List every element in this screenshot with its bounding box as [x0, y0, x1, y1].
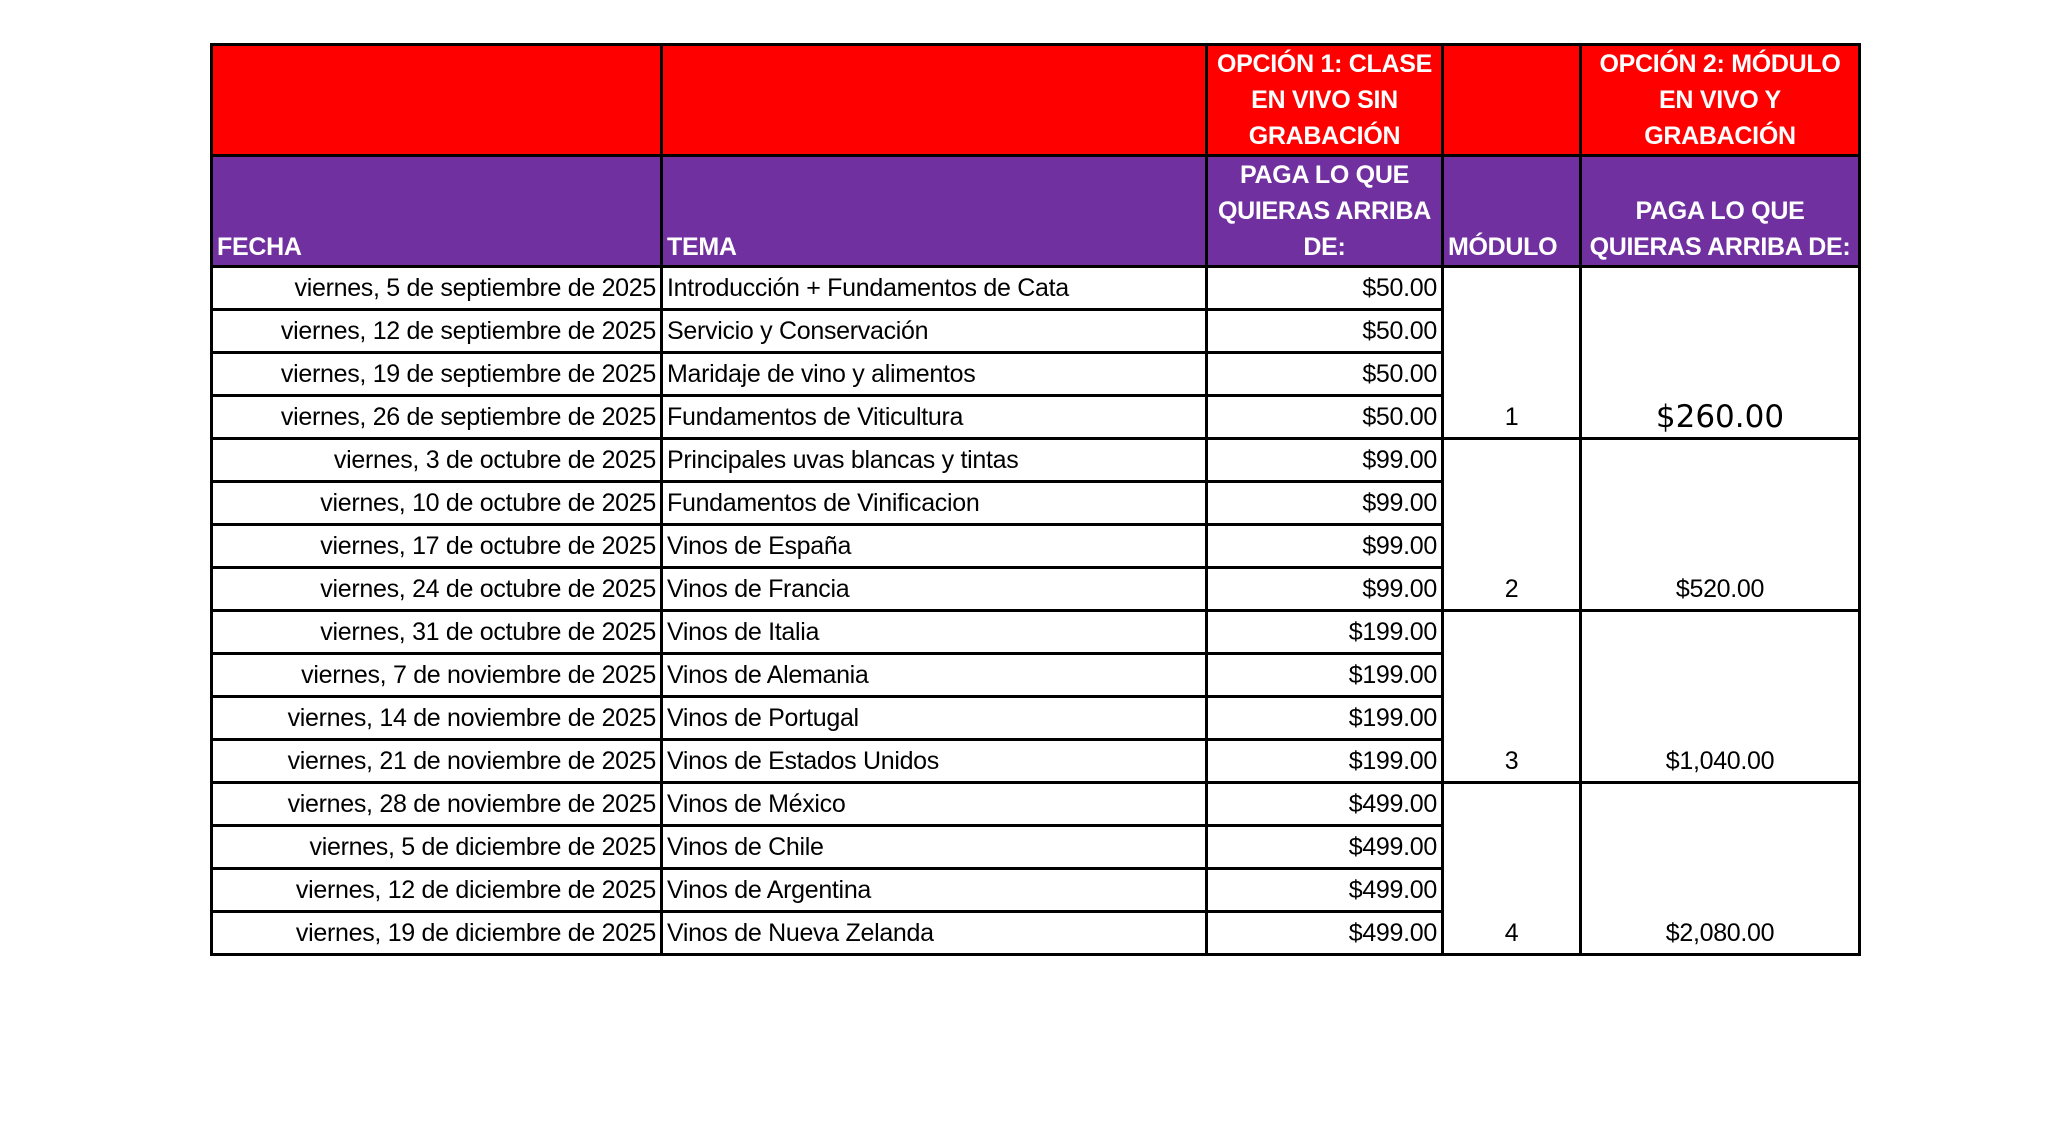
table-row: [212, 439, 1860, 482]
cell-precio-clase: $499.00: [1207, 869, 1443, 912]
cell-tema: Fundamentos de Vinificacion: [662, 482, 1207, 525]
header-row-options: [212, 45, 1860, 156]
cell-fecha: viernes, 5 de diciembre de 2025: [212, 826, 662, 869]
cell-precio-clase: $199.00: [1207, 697, 1443, 740]
cell-precio-clase: $99.00: [1207, 525, 1443, 568]
cell-precio-clase: $199.00: [1207, 740, 1443, 783]
wine-course-schedule-table: [210, 43, 1861, 956]
cell-tema: Vinos de Italia: [662, 611, 1207, 654]
cell-fecha: viernes, 19 de septiembre de 2025: [212, 353, 662, 396]
cell-fecha: viernes, 19 de diciembre de 2025: [212, 912, 662, 955]
cell-precio-clase: $50.00: [1207, 267, 1443, 310]
cell-fecha: viernes, 7 de noviembre de 2025: [212, 654, 662, 697]
header-option2-title: OPCIÓN 2: MÓDULO EN VIVO Y GRABACIÓN: [1581, 45, 1860, 156]
cell-tema: Vinos de Nueva Zelanda: [662, 912, 1207, 955]
cell-precio-clase: $50.00: [1207, 310, 1443, 353]
cell-modulo-number: 2: [1443, 439, 1581, 611]
cell-fecha: viernes, 26 de septiembre de 2025: [212, 396, 662, 439]
cell-fecha: viernes, 24 de octubre de 2025: [212, 568, 662, 611]
cell-modulo-price: $260.00: [1581, 267, 1860, 439]
cell-fecha: viernes, 3 de octubre de 2025: [212, 439, 662, 482]
cell-fecha: viernes, 12 de septiembre de 2025: [212, 310, 662, 353]
cell-precio-clase: $50.00: [1207, 396, 1443, 439]
cell-fecha: viernes, 28 de noviembre de 2025: [212, 783, 662, 826]
cell-tema: Vinos de Portugal: [662, 697, 1207, 740]
cell-tema: Maridaje de vino y alimentos: [662, 353, 1207, 396]
cell-modulo-price: $1,040.00: [1581, 611, 1860, 783]
cell-tema: Vinos de Argentina: [662, 869, 1207, 912]
cell-precio-clase: $99.00: [1207, 439, 1443, 482]
column-header-modulo: MÓDULO: [1443, 156, 1581, 267]
header-cell-blank-fecha: [212, 45, 662, 156]
cell-modulo-price: $2,080.00: [1581, 783, 1860, 955]
table-row: [212, 267, 1860, 310]
cell-fecha: viernes, 31 de octubre de 2025: [212, 611, 662, 654]
column-header-option2-price: PAGA LO QUE QUIERAS ARRIBA DE:: [1581, 156, 1860, 267]
cell-tema: Fundamentos de Viticultura: [662, 396, 1207, 439]
cell-precio-clase: $499.00: [1207, 783, 1443, 826]
cell-tema: Vinos de España: [662, 525, 1207, 568]
cell-precio-clase: $499.00: [1207, 826, 1443, 869]
header-row-columns: [212, 156, 1860, 267]
cell-fecha: viernes, 14 de noviembre de 2025: [212, 697, 662, 740]
table-row: [212, 783, 1860, 826]
column-header-tema: TEMA: [662, 156, 1207, 267]
header-option1-title: OPCIÓN 1: CLASE EN VIVO SIN GRABACIÓN: [1207, 45, 1443, 156]
cell-tema: Principales uvas blancas y tintas: [662, 439, 1207, 482]
cell-precio-clase: $50.00: [1207, 353, 1443, 396]
cell-fecha: viernes, 21 de noviembre de 2025: [212, 740, 662, 783]
header-cell-blank-modulo: [1443, 45, 1581, 156]
cell-modulo-number: 4: [1443, 783, 1581, 955]
cell-fecha: viernes, 17 de octubre de 2025: [212, 525, 662, 568]
header-cell-blank-tema: [662, 45, 1207, 156]
cell-fecha: viernes, 10 de octubre de 2025: [212, 482, 662, 525]
cell-modulo-number: 3: [1443, 611, 1581, 783]
cell-tema: Vinos de Chile: [662, 826, 1207, 869]
cell-tema: Vinos de Estados Unidos: [662, 740, 1207, 783]
cell-tema: Introducción + Fundamentos de Cata: [662, 267, 1207, 310]
cell-fecha: viernes, 12 de diciembre de 2025: [212, 869, 662, 912]
cell-modulo-price: $520.00: [1581, 439, 1860, 611]
cell-precio-clase: $199.00: [1207, 654, 1443, 697]
column-header-option1-price: PAGA LO QUE QUIERAS ARRIBA DE:: [1207, 156, 1443, 267]
table-row: [212, 611, 1860, 654]
cell-tema: Vinos de Alemania: [662, 654, 1207, 697]
cell-tema: Vinos de México: [662, 783, 1207, 826]
cell-precio-clase: $99.00: [1207, 482, 1443, 525]
cell-precio-clase: $199.00: [1207, 611, 1443, 654]
column-header-fecha: FECHA: [212, 156, 662, 267]
cell-precio-clase: $99.00: [1207, 568, 1443, 611]
cell-tema: Vinos de Francia: [662, 568, 1207, 611]
cell-precio-clase: $499.00: [1207, 912, 1443, 955]
cell-fecha: viernes, 5 de septiembre de 2025: [212, 267, 662, 310]
cell-tema: Servicio y Conservación: [662, 310, 1207, 353]
cell-modulo-number: 1: [1443, 267, 1581, 439]
